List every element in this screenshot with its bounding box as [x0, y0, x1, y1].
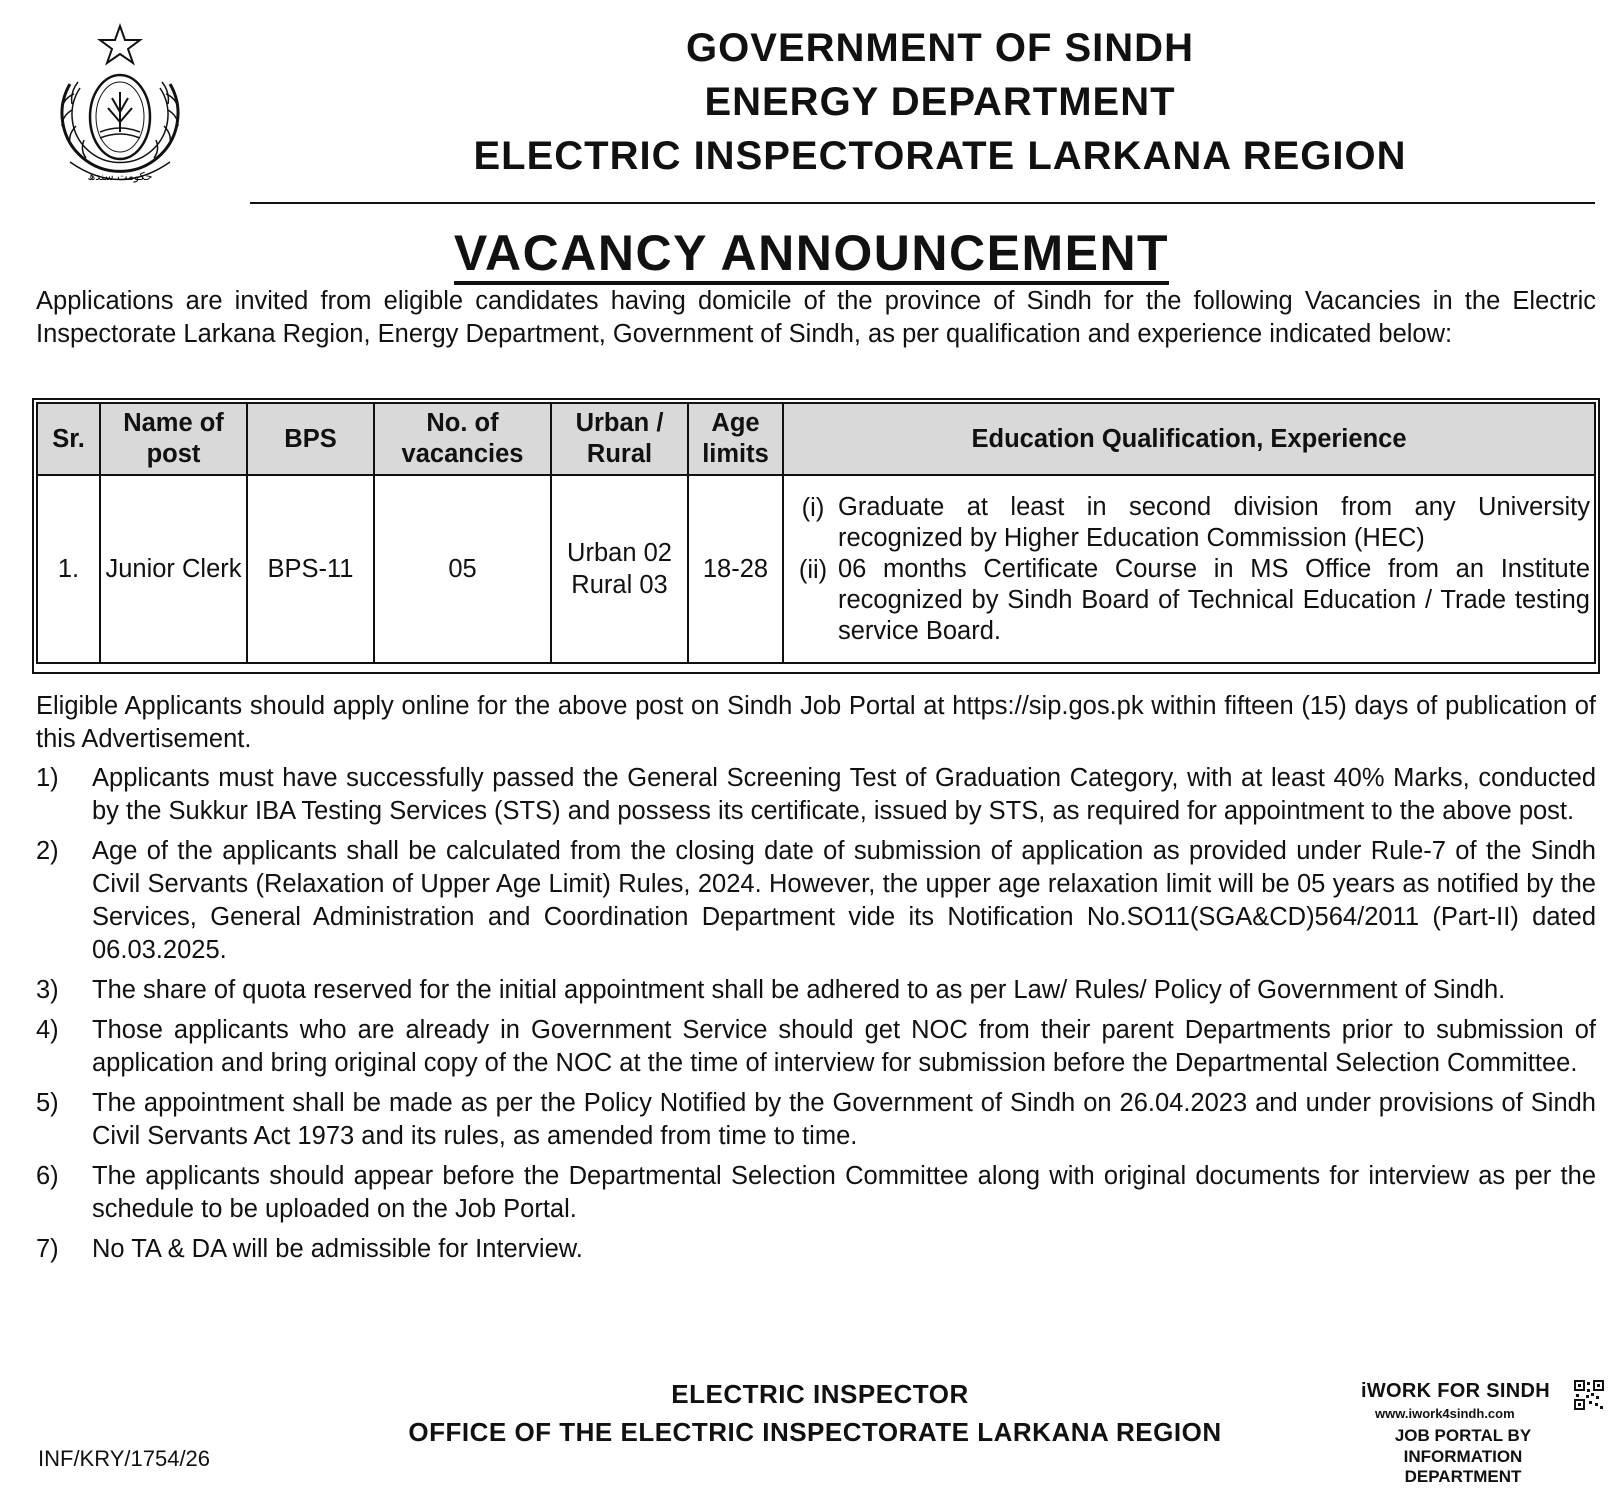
- list-item-number: 1): [36, 764, 59, 792]
- vacancy-table: [36, 402, 1596, 664]
- list-item: [36, 1087, 1596, 1153]
- header-government: GOVERNMENT OF SINDH: [686, 26, 1194, 70]
- header-department: ENERGY DEPARTMENT: [704, 80, 1176, 124]
- conditions-list: [36, 762, 1596, 1273]
- list-item-text: The applicants should appear before the Departmental Selection Committee along with original documents for interview as per the schedule to be uploaded on the Job Portal.: [92, 1162, 1596, 1223]
- qr-code-icon: [1574, 1380, 1604, 1410]
- table-row: [37, 475, 1595, 663]
- col-header-vacancies: No. of vacancies: [374, 403, 551, 475]
- list-item: [36, 762, 1596, 828]
- cell-sr: 1.: [37, 475, 100, 663]
- list-item-number: 7): [36, 1235, 59, 1263]
- list-item: [36, 1014, 1596, 1080]
- header-office: ELECTRIC INSPECTORATE LARKANA REGION: [473, 134, 1407, 178]
- col-header-age: Age limits: [688, 403, 783, 475]
- list-item: [36, 1233, 1596, 1266]
- education-item-text: 06 months Certificate Course in MS Office from an Institute recognized by Sindh Board of Technical Education / Trade testing service Board.: [838, 554, 1590, 645]
- intro-paragraph: Applications are invited from eligible candidates having domicile of the province of Sindh for the following Vacancies in the Electric Inspectorate Larkana Region, Energy Department, Government of Sindh, as per qualification and experience indicated below:: [36, 287, 1596, 348]
- education-item: [788, 492, 1590, 554]
- table-header-row: [37, 403, 1595, 475]
- cell-vacancies: 05: [374, 475, 551, 663]
- list-item: [36, 974, 1596, 1007]
- list-item: [36, 1160, 1596, 1226]
- education-item-text: Graduate at least in second division from any University recognized by Higher Education Commission (HEC): [838, 492, 1590, 552]
- list-item-number: 6): [36, 1162, 59, 1190]
- list-item-text: Those applicants who are already in Government Service should get NOC from their parent Departments prior to submission of application and bring original copy of the NOC at the time of interview for submission before the Departmental Selection Committee.: [92, 1016, 1596, 1077]
- list-item-number: 4): [36, 1016, 59, 1044]
- header-divider: [250, 202, 1595, 204]
- col-header-urban-rural: Urban / Rural: [551, 403, 688, 475]
- iwork-logo: iWORK FOR SINDH: [1361, 1380, 1550, 1402]
- col-header-bps: BPS: [247, 403, 374, 475]
- cell-urban: Urban 02: [567, 539, 672, 567]
- cell-education: [783, 475, 1595, 663]
- cell-bps: BPS-11: [247, 475, 374, 663]
- list-item-number: 3): [36, 976, 59, 1004]
- list-item-text: The share of quota reserved for the initial appointment shall be adhered to as per Law/ Rules/ Policy of Government of Sindh.: [92, 976, 1506, 1004]
- list-item: [36, 835, 1596, 967]
- cell-age: 18-28: [688, 475, 783, 663]
- list-item-text: The appointment shall be made as per the Policy Notified by the Government of Sindh on 26.04.2023 and under provisions of Sindh Civil Servants Act 1973 and its rules, as amended from time to time.: [92, 1089, 1596, 1150]
- iwork-caption-line2: INFORMATION DEPARTMENT: [1403, 1447, 1523, 1486]
- education-item-number: (ii): [798, 555, 828, 584]
- svg-text:حکومت سندھ: حکومت سندھ: [87, 170, 153, 183]
- list-item-text: Applicants must have successfully passed the General Screening Test of Graduation Category, with at least 40% Marks, conducted by the Sukkur IBA Testing Services (STS) and possess its certificate, issued by STS, as required for appointment to the above post.: [92, 764, 1596, 825]
- list-item-text: No TA & DA will be admissible for Interview.: [92, 1235, 583, 1263]
- list-item-text: Age of the applicants shall be calculated from the closing date of submission of application as provided under Rule-7 of the Sindh Civil Servants (Relaxation of Upper Age Limit) Rules, 2024. However, the upper age relaxation limit will be 05 years as notified by the Services, General Administration and Coordination Department vide its Notification No.SO11(SGA&CD)564/2011 (Part-II) dated 06.03.2025.: [92, 837, 1596, 964]
- col-header-education: Education Qualification, Experience: [783, 403, 1595, 475]
- apply-paragraph: Eligible Applicants should apply online for the above post on Sindh Job Portal at https://sip.gos.pk within fifteen (15) days of publication of this Advertisement.: [36, 692, 1596, 753]
- government-of-sindh-seal-icon: [30, 22, 210, 202]
- cell-urban-rural: [551, 475, 688, 663]
- education-item-number: (i): [801, 493, 825, 522]
- col-header-name-of-post: Name of post: [100, 403, 247, 475]
- signature-office: OFFICE OF THE ELECTRIC INSPECTORATE LARKANA REGION: [408, 1417, 1222, 1447]
- cell-post: Junior Clerk: [100, 475, 247, 663]
- list-item-number: 5): [36, 1089, 59, 1117]
- list-item-number: 2): [36, 837, 59, 865]
- cell-rural: Rural 03: [571, 571, 668, 599]
- iwork-badge: [1357, 1380, 1607, 1486]
- iwork-caption-line1: JOB PORTAL BY: [1394, 1426, 1532, 1445]
- reference-number: INF/KRY/1754/26: [38, 1446, 211, 1471]
- col-header-sr: Sr.: [37, 403, 100, 475]
- education-item: [788, 554, 1590, 647]
- page-title: VACANCY ANNOUNCEMENT: [0, 224, 1623, 282]
- iwork-url: www.iwork4sindh.com: [1375, 1406, 1515, 1421]
- signature-title: ELECTRIC INSPECTOR: [671, 1379, 969, 1409]
